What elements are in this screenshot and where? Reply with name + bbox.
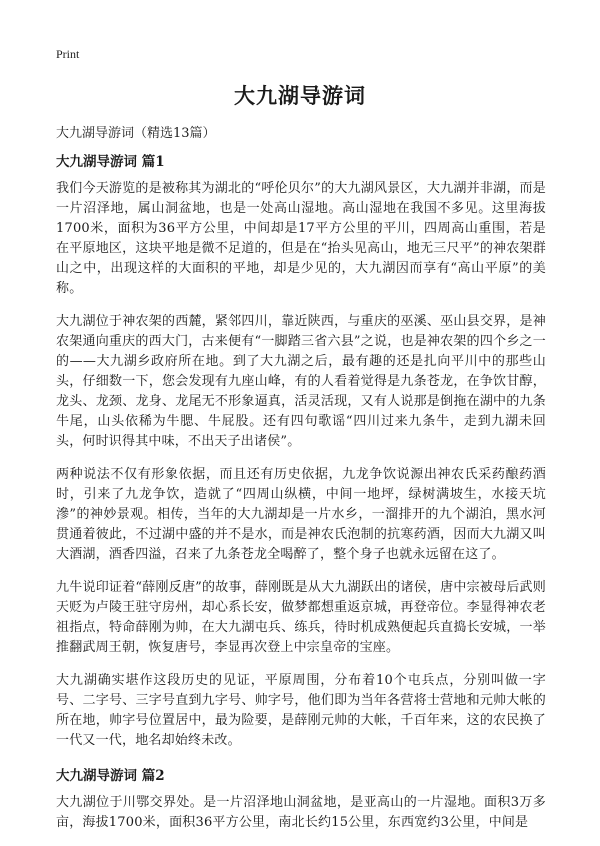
section-1 (56, 150, 546, 751)
paragraph: 大九湖位于神农架的西麓，紧邻四川，靠近陕西，与重庆的巫溪、巫山县交界，是神农架通向重庆的西大门，古来便有“一脚踏三省六县”之说，也是神农架的四个乡之一的——大九湖乡政府所在地。到了大九湖之后，最有趣的还是扎向平川中的那些山头，仔细数一下，您会发现有九座山峰，有的人看着觉得是九条苍龙，在争饮甘醇，龙头、龙颈、龙身、龙尾无不形象逼真，活灵活现，又有人说那是倒拖在湖中的九条牛尾，山头依稀为牛腮、牛屁股。还有四句歌谣“四川过来九条牛，走到九湖未回头，何时识得其中味，不出天子出诸侯”。 (56, 314, 546, 449)
section-heading: 大九湖导游词 篇1 (56, 154, 165, 170)
paragraph: 大九湖确实堪作这段历史的见证，平原周围，分布着10个屯兵点，分别叫做一字号、二字号、三字号直到九字号、帅字号，他们即为当年各营将士营地和元帅大帐的所在地，帅字号位置居中，最为险要，是薛刚元帅的大帐，千百年来，这的农民换了一代又一代，地名却始终未改。 (56, 673, 546, 748)
paragraph: 大九湖位于川鄂交界处。是一片沼泽地山洞盆地，是亚高山的一片湿地。面积3万多亩，海拔1700米，面积36平方公里，南北长约15公里，东西宽约3公里，中间是 (56, 795, 546, 830)
paragraph: 我们今天游览的是被称其为湖北的“呼伦贝尔”的大九湖风景区，大九湖并非湖，而是一片沼泽地，属山洞盆地，也是一处高山湿地。高山湿地在我国不多见。这里海拔1700米，面积为36平方公里，中间却是17平方公里的平川，四周高山重围，若是在平原地区，这块平地是微不足道的，但是在“抬头见高山，地无三尺平”的神农架群山之中，出现这样的大面积的平地，却是少见的，大九湖因而享有“高山平原”的美称。 (56, 181, 546, 296)
document-subtitle: 大九湖导游词（精选13篇） (56, 126, 216, 141)
document-title: 大九湖导游词 (234, 83, 366, 108)
section-heading: 大九湖导游词 篇2 (56, 768, 165, 784)
print-link[interactable]: Print (56, 47, 80, 61)
document-body (56, 150, 546, 846)
section-2 (56, 764, 546, 833)
paragraph: 九牛说印证着“薛刚反唐”的故事，薛刚既是从大九湖跃出的诸侯，唐中宗被母后武则天贬为卢陵王驻守房州，却心系长安，做梦都想重返京城，再登帝位。李显得神农老祖指点，特命薛刚为帅，在大九湖屯兵、练兵，待时机成熟便起兵直捣长安城，一举推翻武周王朝，恢复唐号，李显再次登上中宗皇帝的宝座。 (56, 580, 546, 655)
paragraph: 两种说法不仅有形象依据，而且还有历史依据，九龙争饮说源出神农氏采药酿药酒时，引来了九龙争饮，造就了“四周山纵横，中间一地坪，绿树满坡生，水接天坑滲”的神妙景观。相传，当年的大九湖却是一片水乡，一溜排开的九个湖泊，黑水河贯通着彼此，不过湖中盛的并不是水，而是神农氏泡制的抗寒药酒，因而大九湖又叫大酒湖，酒香四溢，召来了九条苍龙全喝醉了，整个身子也就永远留在这了。 (56, 467, 546, 562)
